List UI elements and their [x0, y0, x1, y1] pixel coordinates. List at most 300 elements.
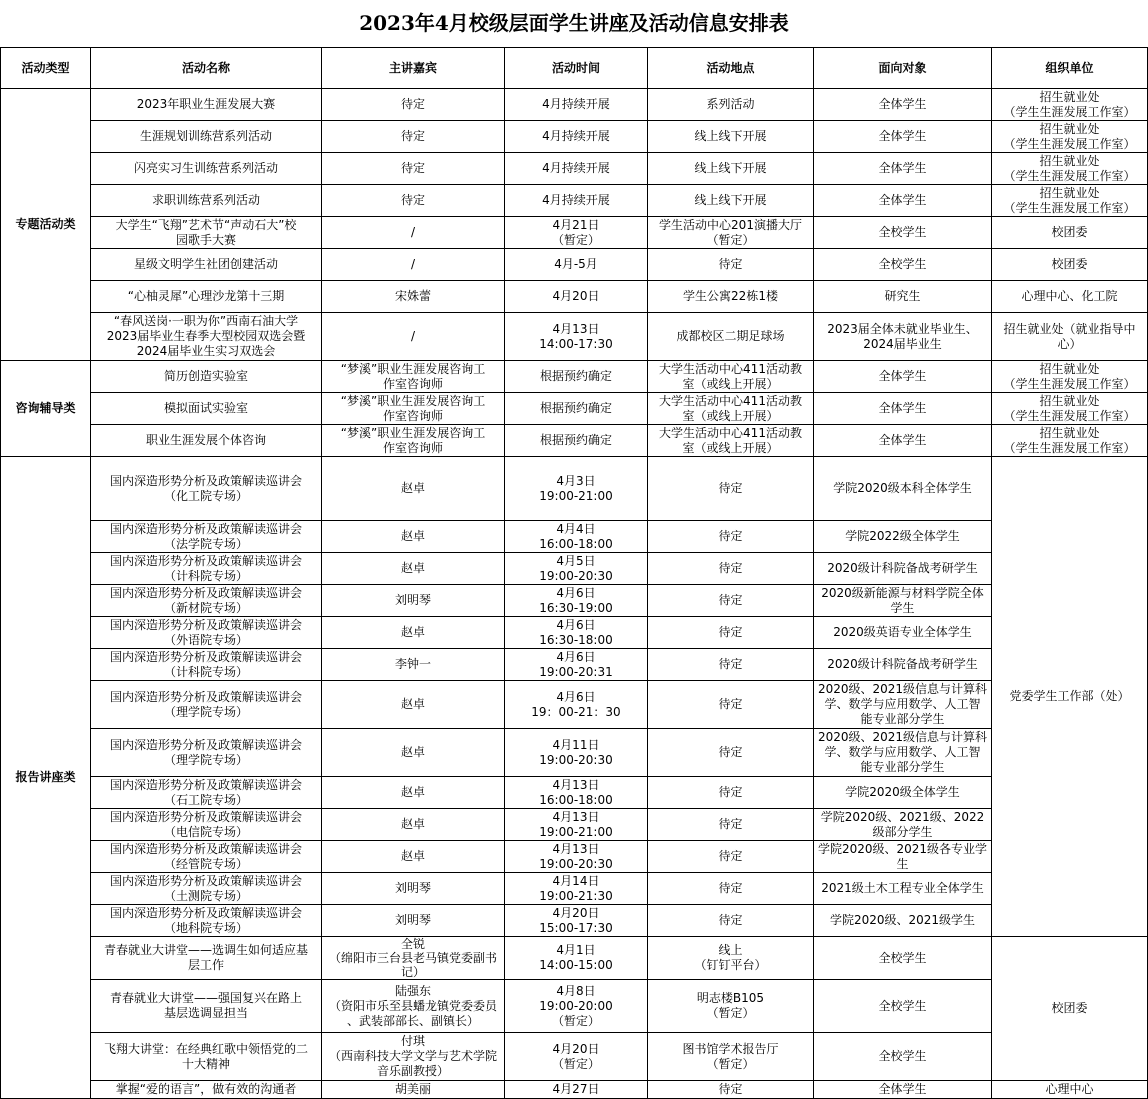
time-line: 16:00-18:00	[539, 536, 613, 551]
place-line: （暂定）	[706, 232, 755, 247]
host: 刘明琴	[322, 585, 505, 617]
activity-place: 待定	[648, 649, 814, 681]
category-cell: 专题活动类	[1, 89, 91, 361]
activity-place: 待定	[648, 553, 814, 585]
time-line: 4月4日	[556, 521, 596, 536]
name-line: 国内深造形势分析及政策解读巡讲会	[109, 585, 302, 600]
host: /	[322, 313, 505, 361]
time-line: 4月13日	[552, 809, 600, 824]
name-line: （外语院专场）	[163, 632, 248, 647]
activity-place	[648, 425, 814, 457]
organizer	[992, 89, 1148, 121]
host: 赵卓	[322, 553, 505, 585]
organizer	[992, 153, 1148, 185]
target-audience: 全体学生	[814, 1081, 992, 1099]
header-cell: 活动类型	[1, 48, 91, 89]
target-audience: 全体学生	[814, 361, 992, 393]
table-row	[1, 89, 1148, 121]
place-line: （钉钉平台）	[694, 958, 767, 972]
activity-place	[648, 217, 814, 249]
host: 待定	[322, 89, 505, 121]
activity-name	[91, 873, 322, 905]
activity-place: 待定	[648, 873, 814, 905]
activity-place	[648, 937, 814, 980]
organizer: 校团委	[992, 217, 1148, 249]
activity-name	[91, 457, 322, 521]
activity-place: 线上线下开展	[648, 153, 814, 185]
table-row	[1, 905, 1148, 937]
activity-name: 职业生涯发展个体咨询	[91, 425, 322, 457]
activity-name	[91, 1033, 322, 1081]
organizer: 党委学生工作部（处）	[992, 457, 1148, 937]
name-line: （理学院专场）	[163, 704, 248, 719]
activity-time: 4月-5月	[505, 249, 648, 281]
host-line: “梦溪”职业生涯发展咨询工	[340, 393, 486, 408]
organizer-line: 招生就业处	[1039, 185, 1100, 200]
activity-name	[91, 649, 322, 681]
activity-time	[505, 681, 648, 729]
activity-name	[91, 585, 322, 617]
host: 刘明琴	[322, 873, 505, 905]
name-line: （理学院专场）	[163, 752, 248, 767]
activity-place: 待定	[648, 585, 814, 617]
organizer	[992, 313, 1148, 361]
name-line: 大学生“飞翔”艺术节“声动石大”校	[115, 217, 297, 232]
name-line: 国内深造形势分析及政策解读巡讲会	[109, 649, 302, 664]
place-line: （暂定）	[706, 1056, 755, 1071]
target-line: 生	[896, 856, 909, 871]
header-cell: 活动名称	[91, 48, 322, 89]
host: 待定	[322, 153, 505, 185]
place-line: 学生活动中心201演播大厅	[659, 217, 802, 232]
activity-name	[91, 841, 322, 873]
activity-place: 待定	[648, 457, 814, 521]
target-audience: 学院2020级本科全体学生	[814, 457, 992, 521]
host	[322, 425, 505, 457]
activity-name: 2023年职业生涯发展大赛	[91, 89, 322, 121]
activity-time	[505, 617, 648, 649]
organizer-line: （学生生涯发展工作室）	[1003, 104, 1136, 119]
activity-name: “心柚灵犀”心理沙龙第十三期	[91, 281, 322, 313]
target-audience: 2020级计科院备战考研学生	[814, 649, 992, 681]
name-line: 2024届毕业生实习双选会	[136, 344, 276, 358]
organizer	[992, 393, 1148, 425]
table-row	[1, 249, 1148, 281]
time-line: 19：00-21：30	[531, 704, 621, 719]
time-line: （暂定）	[551, 232, 600, 247]
activity-name	[91, 905, 322, 937]
activity-name	[91, 553, 322, 585]
name-line: 青春就业大讲堂——选调生如何适应基	[103, 943, 308, 957]
name-line: （计科院专场）	[163, 664, 248, 679]
organizer: 心理中心、化工院	[992, 281, 1148, 313]
organizer	[992, 121, 1148, 153]
activity-time	[505, 937, 648, 980]
time-line: （暂定）	[551, 1013, 600, 1028]
place-line: 明志楼B105	[696, 991, 765, 1005]
organizer-line: （学生生涯发展工作室）	[1003, 376, 1136, 391]
activity-name	[91, 809, 322, 841]
name-line: （经管院专场）	[163, 856, 248, 871]
host	[322, 1033, 505, 1081]
table-row	[1, 777, 1148, 809]
host-line: 付琪	[400, 1034, 425, 1048]
header-cell: 主讲嘉宾	[322, 48, 505, 89]
activity-time	[505, 980, 648, 1033]
table-row	[1, 153, 1148, 185]
activity-time	[505, 649, 648, 681]
activity-place: 待定	[648, 841, 814, 873]
header-cell: 活动时间	[505, 48, 648, 89]
time-line: 4月20日	[552, 1041, 600, 1056]
time-line: 4月6日	[556, 617, 596, 632]
activity-time: 4月20日	[505, 281, 648, 313]
activity-place: 待定	[648, 729, 814, 777]
table-row	[1, 841, 1148, 873]
name-line: （法学院专场）	[163, 536, 248, 551]
target-audience: 全体学生	[814, 153, 992, 185]
header-cell: 面向对象	[814, 48, 992, 89]
organizer-line: （学生生涯发展工作室）	[1003, 440, 1136, 455]
time-line: 4月8日	[556, 983, 596, 998]
host-line: （资阳市乐至县蟠龙镇党委委员	[328, 998, 497, 1013]
activity-name: 模拟面试实验室	[91, 393, 322, 425]
name-line: （电信院专场）	[163, 824, 248, 839]
time-line: 4月13日	[552, 777, 600, 792]
host: 赵卓	[322, 681, 505, 729]
name-line: （石工院专场）	[163, 792, 248, 807]
place-line: （暂定）	[706, 1006, 755, 1020]
activity-name: 星级文明学生社团创建活动	[91, 249, 322, 281]
activity-name: 求职训练营系列活动	[91, 185, 322, 217]
activity-place: 待定	[648, 681, 814, 729]
time-line: 4月5日	[556, 553, 596, 568]
target-audience: 全校学生	[814, 980, 992, 1033]
name-line: 国内深造形势分析及政策解读巡讲会	[109, 689, 302, 704]
name-line: 国内深造形势分析及政策解读巡讲会	[109, 521, 302, 536]
activity-name	[91, 521, 322, 553]
activity-name: 生涯规划训练营系列活动	[91, 121, 322, 153]
activity-time	[505, 1033, 648, 1081]
time-line: 4月6日	[556, 649, 596, 664]
target-audience: 全体学生	[814, 393, 992, 425]
target-audience: 全校学生	[814, 1033, 992, 1081]
target-line: 2020级、2021级信息与计算科	[817, 682, 988, 696]
activity-time	[505, 905, 648, 937]
place-line: 室（或线上开展）	[682, 376, 779, 391]
target-line: 学院2020级、2021级、2022	[820, 809, 985, 824]
table-row	[1, 873, 1148, 905]
target-audience: 全校学生	[814, 249, 992, 281]
place-line: 大学生活动中心411活动教	[659, 425, 802, 440]
activity-name: 掌握“爱的语言”，做有效的沟通者	[91, 1081, 322, 1099]
host	[322, 393, 505, 425]
host: 赵卓	[322, 617, 505, 649]
time-line: （暂定）	[551, 1056, 600, 1071]
target-audience: 学院2020级全体学生	[814, 777, 992, 809]
activity-time	[505, 217, 648, 249]
name-line: （计科院专场）	[163, 568, 248, 583]
place-line: 大学生活动中心411活动教	[659, 393, 802, 408]
target-audience	[814, 313, 992, 361]
activity-time	[505, 809, 648, 841]
host-line: （绵阳市三台县老马镇党委副书	[328, 951, 497, 965]
table-row	[1, 729, 1148, 777]
host: 宋姝蕾	[322, 281, 505, 313]
target-audience	[814, 585, 992, 617]
target-line: 能专业部分学生	[860, 760, 945, 774]
organizer	[992, 425, 1148, 457]
activity-name	[91, 980, 322, 1033]
table-row	[1, 585, 1148, 617]
host: 赵卓	[322, 457, 505, 521]
time-line: 4月6日	[556, 585, 596, 600]
host-line: 作室咨询师	[382, 440, 443, 455]
time-line: 4月21日	[552, 217, 600, 232]
name-line: 飞翔大讲堂：在经典红歌中领悟党的二	[103, 1041, 308, 1056]
table-row	[1, 281, 1148, 313]
activity-place: 待定	[648, 1081, 814, 1099]
table-row	[1, 521, 1148, 553]
target-audience	[814, 809, 992, 841]
host	[322, 937, 505, 980]
table-row	[1, 185, 1148, 217]
table-row	[1, 617, 1148, 649]
activity-time	[505, 873, 648, 905]
host-line: 、武装部部长、副镇长）	[346, 1013, 479, 1028]
host: 待定	[322, 185, 505, 217]
activity-time	[505, 585, 648, 617]
activity-time: 根据预约确定	[505, 393, 648, 425]
table-row	[1, 425, 1148, 457]
time-line: 16:30-19:00	[539, 600, 613, 615]
activity-time	[505, 777, 648, 809]
activity-name	[91, 617, 322, 649]
time-line: 14:00-17:30	[539, 336, 613, 351]
host: 赵卓	[322, 841, 505, 873]
activity-name	[91, 729, 322, 777]
time-line: 19:00-21:00	[539, 824, 613, 839]
target-audience: 学院2022级全体学生	[814, 521, 992, 553]
table-row	[1, 457, 1148, 521]
activity-time: 4月27日	[505, 1081, 648, 1099]
activity-name: 简历创造实验室	[91, 361, 322, 393]
activity-place: 学生公寓22栋1楼	[648, 281, 814, 313]
time-line: 4月13日	[552, 321, 600, 336]
organizer-line: 招生就业处	[1039, 425, 1100, 440]
activity-place	[648, 393, 814, 425]
organizer	[992, 185, 1148, 217]
organizer-line: 心）	[1057, 336, 1082, 351]
place-line: 室（或线上开展）	[682, 408, 779, 423]
organizer: 校团委	[992, 249, 1148, 281]
host-line: “梦溪”职业生涯发展咨询工	[340, 361, 486, 376]
table-row	[1, 980, 1148, 1033]
name-line: 层工作	[187, 958, 224, 972]
host: 赵卓	[322, 521, 505, 553]
target-line: 2023届全体未就业毕业生、	[827, 321, 978, 336]
name-line: 国内深造形势分析及政策解读巡讲会	[109, 809, 302, 824]
activity-time: 4月持续开展	[505, 89, 648, 121]
host: 待定	[322, 121, 505, 153]
schedule-table	[0, 47, 1148, 1099]
table-row	[1, 313, 1148, 361]
table-row	[1, 1033, 1148, 1081]
organizer	[992, 361, 1148, 393]
target-line: 2024届毕业生	[863, 336, 942, 351]
name-line: （化工院专场）	[163, 488, 248, 503]
activity-place: 成都校区二期足球场	[648, 313, 814, 361]
activity-time	[505, 521, 648, 553]
target-audience: 2020级计科院备战考研学生	[814, 553, 992, 585]
host-line: 音乐副教授）	[376, 1064, 449, 1078]
activity-place	[648, 361, 814, 393]
target-line: 2020级新能源与材料学院全体	[821, 585, 984, 600]
host-line: 作室咨询师	[382, 408, 443, 423]
activity-name	[91, 681, 322, 729]
target-audience	[814, 681, 992, 729]
organizer-line: 招生就业处（就业指导中	[1003, 321, 1136, 336]
name-line: 国内深造形势分析及政策解读巡讲会	[109, 873, 302, 888]
host-line: （西南科技大学文学与艺术学院	[328, 1049, 497, 1063]
target-audience: 全校学生	[814, 937, 992, 980]
host: 赵卓	[322, 809, 505, 841]
organizer-line: （学生生涯发展工作室）	[1003, 408, 1136, 423]
name-line: 国内深造形势分析及政策解读巡讲会	[109, 777, 302, 792]
organizer-line: 招生就业处	[1039, 121, 1100, 136]
target-audience: 全校学生	[814, 217, 992, 249]
time-line: 4月11日	[552, 737, 600, 752]
host-line: 作室咨询师	[382, 376, 443, 391]
organizer-line: 招生就业处	[1039, 393, 1100, 408]
target-audience	[814, 729, 992, 777]
target-line: 学院2020级、2021级各专业学	[817, 841, 988, 856]
time-line: 19:00-20:30	[539, 752, 613, 767]
target-line: 学生	[890, 600, 915, 615]
table-row	[1, 121, 1148, 153]
activity-place: 待定	[648, 777, 814, 809]
name-line: （土测院专场）	[163, 888, 248, 903]
target-audience: 研究生	[814, 281, 992, 313]
page-title: 2023年4月校级层面学生讲座及活动信息安排表	[359, 11, 789, 35]
table-row	[1, 809, 1148, 841]
time-line: 19:00-21:30	[539, 888, 613, 903]
time-line: 19:00-21:00	[539, 488, 613, 503]
target-line: 级部分学生	[872, 824, 933, 839]
time-line: 4月3日	[556, 473, 596, 488]
host-line: 全锐	[400, 937, 425, 951]
time-line: 4月14日	[552, 873, 600, 888]
name-line: 园歌手大赛	[175, 232, 236, 247]
name-line: 国内深造形势分析及政策解读巡讲会	[109, 617, 302, 632]
target-audience: 全体学生	[814, 185, 992, 217]
activity-time	[505, 457, 648, 521]
time-line: 19:00-20:00	[539, 998, 613, 1013]
target-audience: 全体学生	[814, 89, 992, 121]
host	[322, 361, 505, 393]
name-line: 国内深造形势分析及政策解读巡讲会	[109, 553, 302, 568]
host-line: “梦溪”职业生涯发展咨询工	[340, 425, 486, 440]
activity-place: 待定	[648, 617, 814, 649]
category-cell: 咨询辅导类	[1, 361, 91, 457]
target-line: 能专业部分学生	[860, 712, 945, 726]
activity-time: 4月持续开展	[505, 153, 648, 185]
table-row	[1, 393, 1148, 425]
name-line: （地科院专场）	[163, 920, 248, 935]
host: /	[322, 249, 505, 281]
host: 刘明琴	[322, 905, 505, 937]
activity-place: 线上线下开展	[648, 121, 814, 153]
host: 李钟一	[322, 649, 505, 681]
name-line: 国内深造形势分析及政策解读巡讲会	[109, 841, 302, 856]
host-line: 陆强东	[394, 983, 431, 998]
time-line: 19:00-20:30	[539, 856, 613, 871]
activity-name: 闪亮实习生训练营系列活动	[91, 153, 322, 185]
table-row	[1, 553, 1148, 585]
time-line: 15:00-17:30	[539, 920, 613, 935]
activity-place: 线上线下开展	[648, 185, 814, 217]
organizer: 心理中心	[992, 1081, 1148, 1099]
place-line: 室（或线上开展）	[682, 440, 779, 455]
time-line: 16:00-18:00	[539, 792, 613, 807]
header-cell: 组织单位	[992, 48, 1148, 89]
table-row	[1, 681, 1148, 729]
name-line: （新材院专场）	[163, 600, 248, 615]
target-audience: 2020级英语专业全体学生	[814, 617, 992, 649]
activity-time: 4月持续开展	[505, 121, 648, 153]
activity-place: 待定	[648, 521, 814, 553]
time-line: 4月20日	[552, 905, 600, 920]
activity-name	[91, 777, 322, 809]
time-line: 4月1日	[556, 943, 596, 957]
host-line: 记）	[400, 965, 425, 979]
host: 赵卓	[322, 729, 505, 777]
activity-time: 4月持续开展	[505, 185, 648, 217]
time-line: 14:00-15:00	[539, 958, 613, 972]
time-line: 4月6日	[556, 689, 596, 704]
activity-time: 根据预约确定	[505, 361, 648, 393]
host: /	[322, 217, 505, 249]
activity-place: 待定	[648, 809, 814, 841]
organizer-line: （学生生涯发展工作室）	[1003, 136, 1136, 151]
time-line: 4月13日	[552, 841, 600, 856]
table-row	[1, 937, 1148, 980]
organizer-line: 招生就业处	[1039, 361, 1100, 376]
activity-place: 系列活动	[648, 89, 814, 121]
host: 赵卓	[322, 777, 505, 809]
organizer-line: （学生生涯发展工作室）	[1003, 168, 1136, 183]
table-row	[1, 649, 1148, 681]
place-line: 图书馆学术报告厅	[682, 1041, 779, 1056]
time-line: 16:30-18:00	[539, 632, 613, 647]
table-row	[1, 217, 1148, 249]
activity-time	[505, 313, 648, 361]
name-line: 十大精神	[181, 1056, 230, 1071]
name-line: 2023届毕业生春季大型校园双选会暨	[106, 329, 306, 343]
time-line: 19:00-20:30	[539, 568, 613, 583]
activity-place	[648, 1033, 814, 1081]
organizer-line: 招生就业处	[1039, 153, 1100, 168]
target-line: 学、数学与应用数学、人工智	[824, 745, 981, 759]
activity-place	[648, 980, 814, 1033]
target-audience: 2021级土木工程专业全体学生	[814, 873, 992, 905]
time-line: 19:00-20:31	[539, 664, 613, 679]
activity-place: 待定	[648, 905, 814, 937]
name-line: “春风送岗·一职为你”西南石油大学	[113, 314, 299, 328]
table-row	[1, 361, 1148, 393]
name-line: 青春就业大讲堂——强国复兴在路上	[109, 991, 302, 1005]
activity-time	[505, 841, 648, 873]
